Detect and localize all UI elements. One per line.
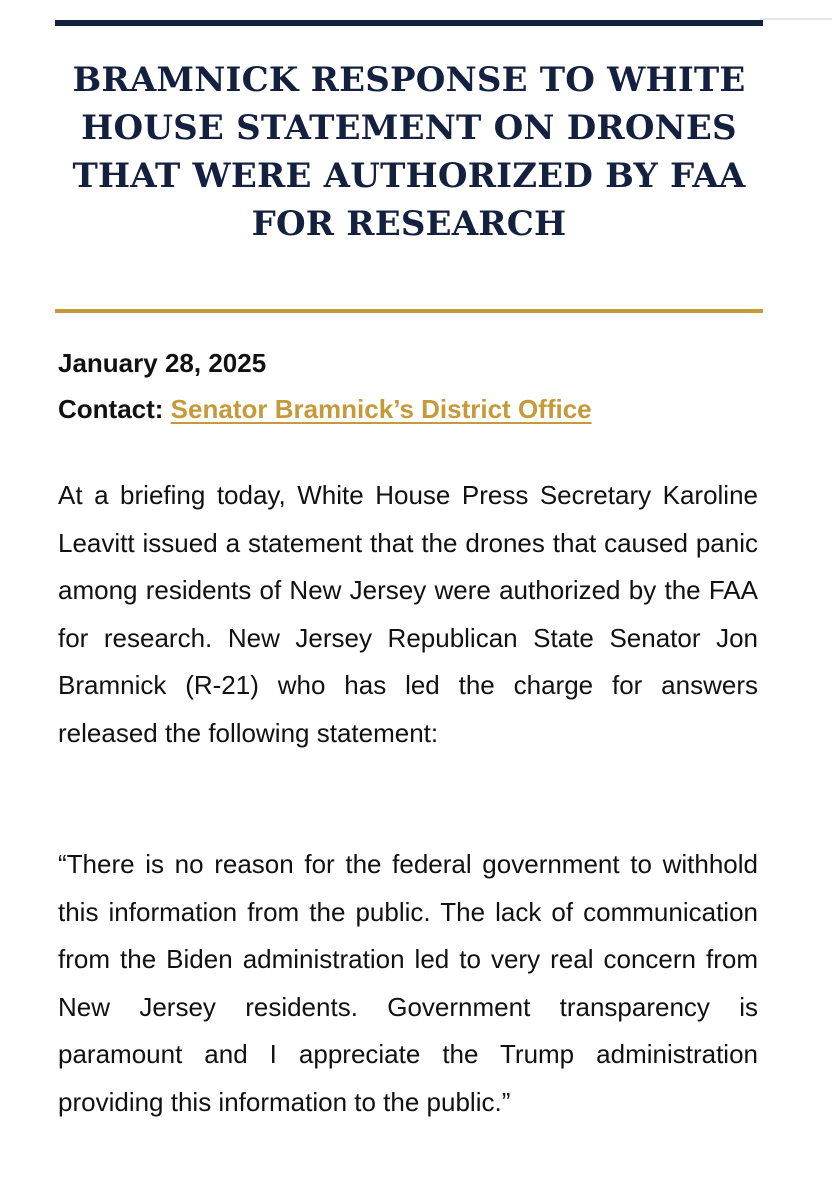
header-navy-rule	[55, 20, 763, 26]
headline: BRAMNICK RESPONSE TO WHITE HOUSE STATEMENT ON DRONES THAT WERE AUTHORIZED BY FAA FOR RESEARCH	[72, 60, 746, 244]
contact-line	[58, 386, 778, 432]
top-edge-divider	[760, 18, 832, 20]
body-paragraph-intro: At a briefing today, White House Press Secretary Karoline Leavitt issued a statement that the drones that caused panic among residents of New Jersey were authorized by the FAA for research. New Jersey Republican State Senator Jon Bramnick (R-21) who has led the charge for answers released the following statement:	[58, 480, 758, 748]
release-meta	[58, 340, 778, 432]
contact-link[interactable]: Senator Bramnick’s District Office	[170, 394, 592, 424]
body-paragraph-quote: “There is no reason for the federal government to withhold this information from the public. The lack of communication from the Biden administration led to very real concern from New Jersey residents. Government transparency is paramount and I appreciate the Trump administration providing this information to the public.”	[58, 849, 758, 1117]
contact-label: Contact:	[58, 394, 164, 424]
release-date: January 28, 2025	[58, 348, 267, 378]
header-gold-rule	[55, 309, 763, 313]
